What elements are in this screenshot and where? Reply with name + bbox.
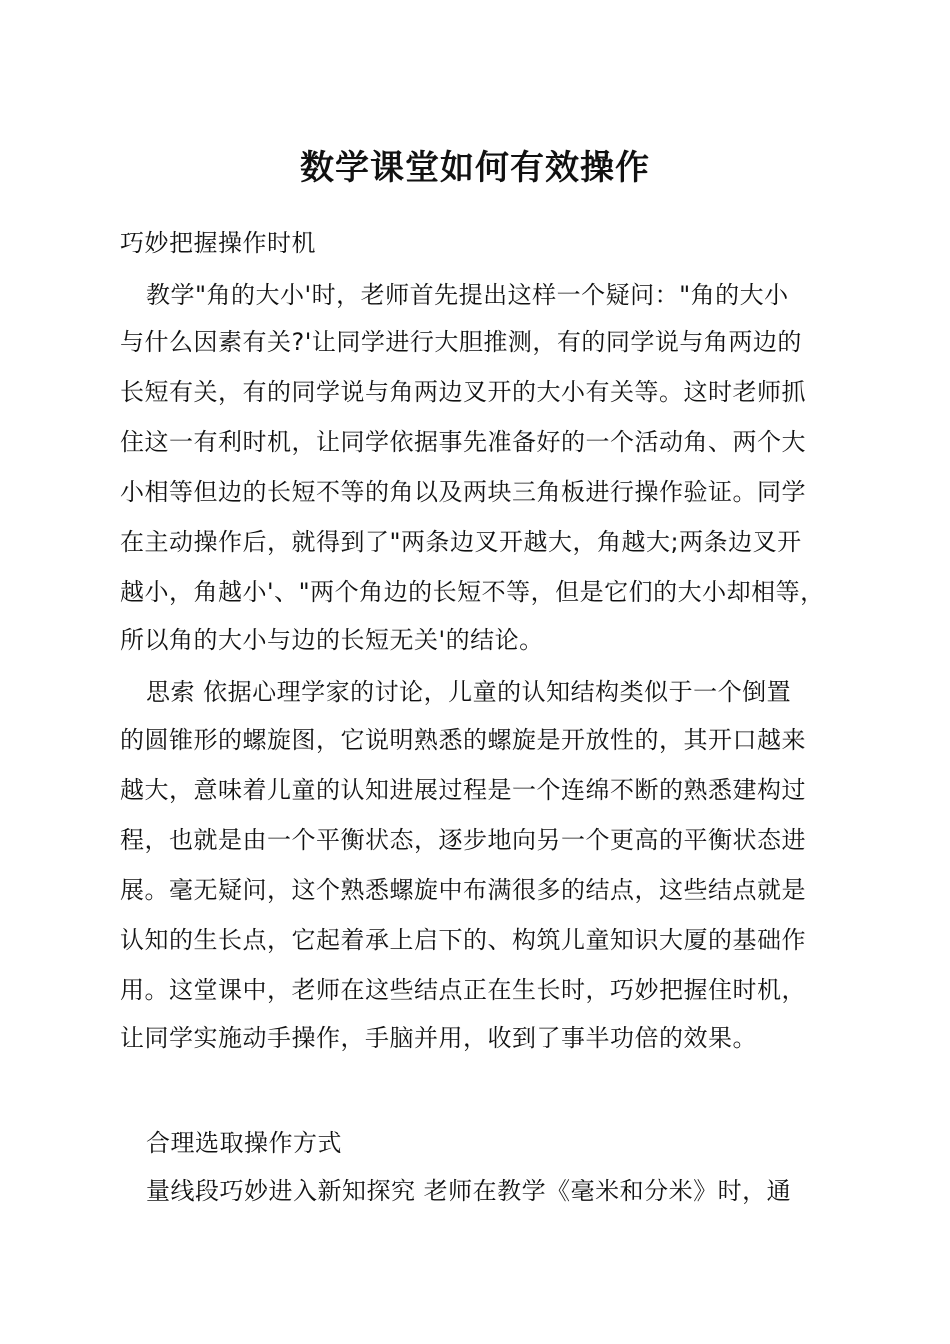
section-heading: 巧妙把握操作时机 [120,229,316,257]
paragraph-line: 越大，意味着儿童的认知进展过程是一个连绵不断的熟悉建构过 [120,776,806,804]
section-heading: 合理选取操作方式 [146,1129,342,1157]
paragraph-line: 住这一有利时机，让同学依据事先准备好的一个活动角、两个大 [120,428,806,456]
paragraph-line: 教学"角的大小'时，老师首先提出这样一个疑问："角的大小 [146,281,789,309]
paragraph-line: 思索 依据心理学家的讨论，儿童的认知结构类似于一个倒置 [146,678,792,706]
paragraph-line: 所以角的大小与边的长短无关'的结论。 [120,626,544,654]
paragraph-line: 用。这堂课中，老师在这些结点正在生长时，巧妙把握住时机， [120,976,806,1004]
paragraph-line: 在主动操作后，就得到了"两条边叉开越大，角越大;两条边叉开 [120,528,802,556]
paragraph-line: 程，也就是由一个平衡状态，逐步地向另一个更高的平衡状态进 [120,826,806,854]
document-title: 数学课堂如何有效操作 [300,148,650,188]
paragraph-line: 越小，角越小'、"两个角边的长短不等，但是它们的大小却相等， [120,578,825,606]
paragraph-line: 的圆锥形的螺旋图，它说明熟悉的螺旋是开放性的，其开口越来 [120,726,806,754]
paragraph-line: 长短有关，有的同学说与角两边叉开的大小有关等。这时老师抓 [120,378,806,406]
paragraph-line: 认知的生长点，它起着承上启下的、构筑儿童知识大厦的基础作 [120,926,806,954]
paragraph-line: 展。毫无疑问，这个熟悉螺旋中布满很多的结点，这些结点就是 [120,876,806,904]
paragraph-line: 与什么因素有关?'让同学进行大胆推测，有的同学说与角两边的 [120,328,802,356]
paragraph-line: 量线段巧妙进入新知探究 老师在教学《毫米和分米》时，通 [146,1177,792,1205]
paragraph-line: 小相等但边的长短不等的角以及两块三角板进行操作验证。同学 [120,478,806,506]
paragraph-line: 让同学实施动手操作，手脑并用，收到了事半功倍的效果。 [120,1024,757,1052]
